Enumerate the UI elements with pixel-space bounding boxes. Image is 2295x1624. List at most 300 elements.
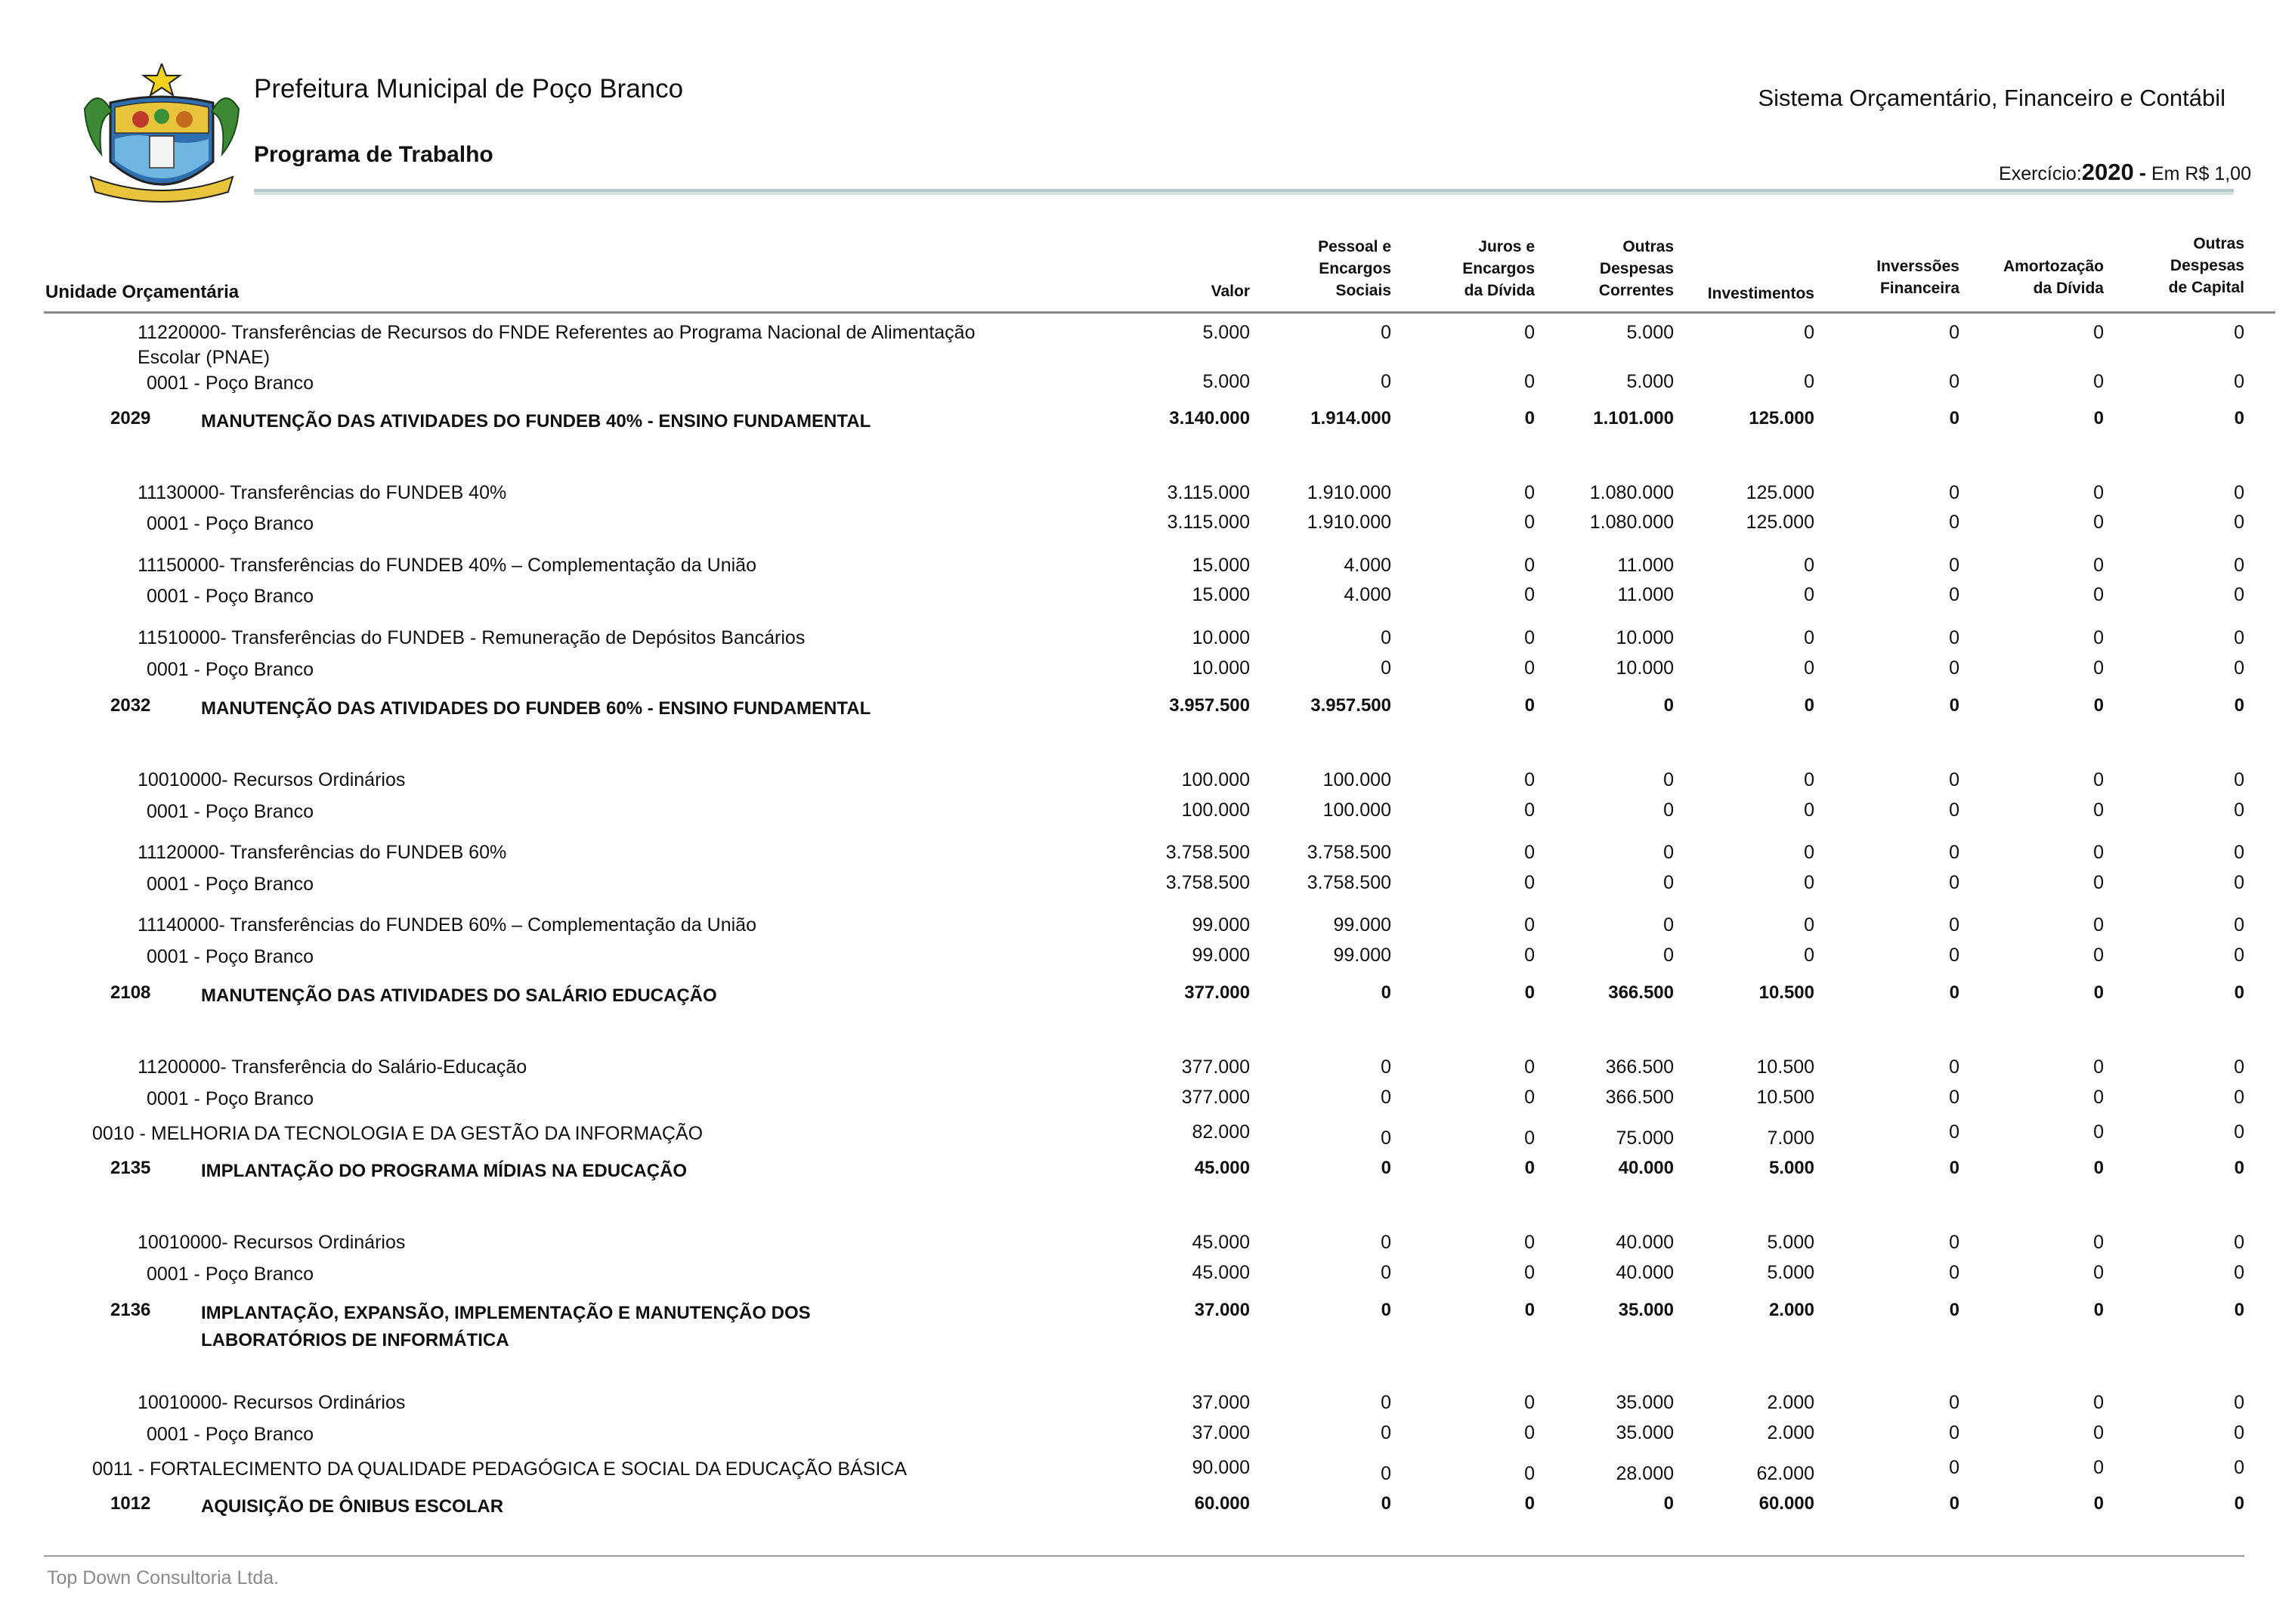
cell-value: 0 (2234, 371, 2244, 392)
cell-value: 100.000 (1322, 769, 1391, 790)
cell-value: 0 (2234, 1392, 2244, 1413)
cell-value: 377.000 (1184, 982, 1250, 1003)
table-row-source (0, 913, 2295, 943)
cell-value: 0 (1524, 914, 1535, 936)
table-row-sub (0, 371, 2295, 401)
cell-value: 0 (2234, 657, 2244, 679)
table-row-action (0, 1493, 2295, 1523)
table-row-sub (0, 1422, 2295, 1452)
cell-value: 0 (1524, 1300, 1535, 1320)
table-row-sub (0, 1262, 2295, 1292)
cell-value: 1.914.000 (1310, 408, 1391, 428)
cell-value: 0 (2093, 371, 2104, 392)
table-row-sub (0, 945, 2295, 975)
table-row-source (0, 1390, 2295, 1421)
footer-company: Top Down Consultoria Ltda. (47, 1567, 280, 1588)
program-title: 0010 - MELHORIA DA TECNOLOGIA E DA GESTÃO DA INFORMAÇÃO (92, 1123, 704, 1144)
cell-value: 0 (1663, 842, 1674, 863)
table-row-program (0, 1457, 2295, 1487)
cell-value: 0 (2234, 1457, 2244, 1478)
cell-value: 0 (2234, 872, 2244, 893)
cell-value: 0 (2234, 1300, 2244, 1320)
cell-value: 0 (1524, 1262, 1535, 1283)
cell-value: 3.957.500 (1169, 695, 1250, 716)
cell-value: 40.000 (1616, 1262, 1674, 1283)
cell-value: 0 (1949, 1493, 1959, 1514)
cell-value: 40.000 (1616, 1232, 1674, 1253)
table-row-action (0, 982, 2295, 1013)
action-code: 2032 (110, 695, 151, 716)
action-code: 2029 (110, 408, 151, 428)
cell-value: 45.000 (1192, 1232, 1250, 1253)
cell-value: 0 (1804, 584, 1814, 605)
cell-value: 0 (2234, 695, 2244, 716)
cell-value: 0 (1804, 371, 1814, 392)
cell-value: 0 (1949, 322, 1959, 343)
cell-value: 10.500 (1758, 982, 1814, 1003)
org-name: Prefeitura Municipal de Poço Branco (254, 74, 684, 104)
cell-value: 0 (1381, 1232, 1391, 1253)
municipal-coat-of-arms-logo (80, 63, 243, 207)
cell-value: 99.000 (1192, 945, 1250, 966)
footer-rule (44, 1555, 2244, 1557)
cell-value: 5.000 (1626, 322, 1674, 343)
cell-value: 0 (1524, 1463, 1535, 1484)
cell-value: 100.000 (1181, 769, 1250, 790)
table-row-source (0, 1230, 2295, 1261)
cell-value: 0 (1804, 657, 1814, 679)
cell-value: 0 (1804, 872, 1814, 893)
action-title: MANUTENÇÃO DAS ATIVIDADES DO SALÁRIO EDUCAÇÃO (201, 985, 717, 1006)
cell-value: 0 (2093, 1493, 2104, 1514)
cell-value: 0 (2234, 914, 2244, 936)
cell-value: 0 (2093, 800, 2104, 821)
cell-value: 3.758.500 (1307, 872, 1391, 893)
table-row-sub (0, 512, 2295, 542)
cell-value: 366.500 (1608, 982, 1674, 1003)
cell-value: 0 (1949, 408, 1959, 428)
cell-value: 0 (1381, 1392, 1391, 1413)
cell-value: 0 (1524, 584, 1535, 605)
cell-value: 0 (1381, 1463, 1391, 1484)
cell-value: 5.000 (1767, 1262, 1814, 1283)
cell-value: 0 (1381, 982, 1391, 1003)
resource-source-title: 11200000- Transferência do Salário-Educação (138, 1056, 527, 1078)
cell-value: 0 (1524, 769, 1535, 790)
cell-value: 75.000 (1616, 1128, 1674, 1149)
cell-value: 1.101.000 (1593, 408, 1674, 428)
column-header-inversoes: Inverssões Financeira (1876, 258, 1959, 297)
cell-value: 0 (1381, 1087, 1391, 1108)
cell-value: 99.000 (1192, 914, 1250, 936)
cell-value: 0 (2093, 1056, 2104, 1078)
cell-value: 0 (1949, 1056, 1959, 1078)
resource-source-title: 10010000- Recursos Ordinários (138, 1392, 406, 1413)
cell-value: 0 (2093, 695, 2104, 716)
cell-value: 0 (2093, 1262, 2104, 1283)
cell-value: 35.000 (1616, 1422, 1674, 1443)
cell-value: 5.000 (1767, 1232, 1814, 1253)
cell-value: 0 (1949, 800, 1959, 821)
cell-value: 0 (1524, 512, 1535, 533)
cell-value: 0 (2093, 872, 2104, 893)
resource-source-title: 10010000- Recursos Ordinários (138, 1232, 406, 1253)
action-title: IMPLANTAÇÃO DO PROGRAMA MÍDIAS NA EDUCAÇÃO (201, 1161, 688, 1181)
unit-title: 0001 - Poço Branco (147, 373, 314, 394)
cell-value: 0 (1381, 322, 1391, 343)
cell-value: 0 (2234, 482, 2244, 503)
cell-value: 0 (1949, 1392, 1959, 1413)
cell-value: 10.000 (1192, 657, 1250, 679)
cell-value: 0 (1949, 982, 1959, 1003)
cell-value: 0 (1949, 482, 1959, 503)
cell-value: 0 (2093, 1158, 2104, 1178)
cell-value: 0 (2093, 408, 2104, 428)
cell-value: 0 (1804, 945, 1814, 966)
cell-value: 10.000 (1616, 657, 1674, 679)
table-row-source (0, 320, 2295, 368)
cell-value: 4.000 (1344, 584, 1391, 605)
action-code: 2135 (110, 1158, 151, 1178)
resource-source-title: 11150000- Transferências do FUNDEB 40% – Complementação da União (138, 555, 756, 576)
unit-title: 0001 - Poço Branco (147, 1088, 314, 1109)
cell-value: 0 (1949, 657, 1959, 679)
cell-value: 0 (1804, 555, 1814, 576)
cell-value: 0 (1663, 914, 1674, 936)
cell-value: 0 (2234, 1158, 2244, 1178)
cell-value: 0 (2234, 408, 2244, 428)
cell-value: 0 (1949, 842, 1959, 863)
cell-value: 45.000 (1192, 1262, 1250, 1283)
cell-value: 0 (2093, 1232, 2104, 1253)
cell-value: 0 (1381, 1262, 1391, 1283)
separator-dash: - (2139, 161, 2147, 184)
cell-value: 0 (1663, 769, 1674, 790)
cell-value: 0 (1663, 872, 1674, 893)
action-title: MANUTENÇÃO DAS ATIVIDADES DO FUNDEB 60% - ENSINO FUNDAMENTAL (201, 698, 871, 719)
cell-value: 60.000 (1194, 1493, 1250, 1514)
cell-value: 0 (1804, 695, 1814, 716)
cell-value: 0 (1949, 1121, 1959, 1143)
cell-value: 3.115.000 (1167, 482, 1250, 503)
cell-value: 0 (1524, 1392, 1535, 1413)
unit-title: 0001 - Poço Branco (147, 1424, 314, 1445)
cell-value: 11.000 (1617, 555, 1674, 576)
action-code: 1012 (110, 1493, 151, 1514)
cell-value: 5.000 (1626, 371, 1674, 392)
table-row-action (0, 1300, 2295, 1350)
cell-value: 0 (2093, 1087, 2104, 1108)
cell-value: 0 (1524, 322, 1535, 343)
cell-value: 0 (2093, 657, 2104, 679)
cell-value: 15.000 (1192, 584, 1250, 605)
cell-value: 0 (1949, 1422, 1959, 1443)
cell-value: 0 (1663, 1493, 1674, 1514)
cell-value: 0 (1949, 1087, 1959, 1108)
currency-label: Em R$ 1,00 (2151, 163, 2251, 184)
action-title: IMPLANTAÇÃO, EXPANSÃO, IMPLEMENTAÇÃO E MANUTENÇÃO DOS LABORATÓRIOS DE INFORMÁTICA (201, 1303, 811, 1350)
cell-value: 3.957.500 (1310, 695, 1391, 716)
cell-value: 3.115.000 (1167, 512, 1250, 533)
cell-value: 10.500 (1756, 1087, 1814, 1108)
cell-value: 0 (1949, 695, 1959, 716)
cell-value: 11.000 (1617, 584, 1674, 605)
cell-value: 5.000 (1768, 1158, 1814, 1178)
cell-value: 0 (1381, 1128, 1391, 1149)
cell-value: 0 (2093, 555, 2104, 576)
cell-value: 0 (1804, 842, 1814, 863)
cell-value: 125.000 (1746, 482, 1814, 503)
cell-value: 0 (1949, 914, 1959, 936)
table-row-source (0, 1055, 2295, 1085)
cell-value: 0 (1663, 800, 1674, 821)
resource-source-title: 11120000- Transferências do FUNDEB 60% (138, 842, 507, 863)
unit-title: 0001 - Poço Branco (147, 946, 314, 967)
cell-value: 0 (1949, 555, 1959, 576)
action-title: MANUTENÇÃO DAS ATIVIDADES DO FUNDEB 40% - ENSINO FUNDAMENTAL (201, 411, 871, 432)
table-row-action (0, 695, 2295, 725)
cell-value: 125.000 (1749, 408, 1814, 428)
cell-value: 0 (2093, 1121, 2104, 1143)
system-name: Sistema Orçamentário, Financeiro e Contábil (1758, 85, 2225, 111)
cell-value: 10.000 (1616, 627, 1674, 648)
table-row-source (0, 626, 2295, 656)
cell-value: 0 (1949, 1457, 1959, 1478)
cell-value: 0 (1381, 1158, 1391, 1178)
cell-value: 0 (1524, 657, 1535, 679)
cell-value: 0 (1524, 1232, 1535, 1253)
cell-value: 0 (1381, 1056, 1391, 1078)
cell-value: 0 (1949, 1158, 1959, 1178)
cell-value: 1.080.000 (1589, 512, 1674, 533)
table-row-action (0, 408, 2295, 438)
cell-value: 0 (1381, 657, 1391, 679)
cell-value: 15.000 (1192, 555, 1250, 576)
cell-value: 3.758.500 (1307, 842, 1391, 863)
cell-value: 1.910.000 (1307, 512, 1391, 533)
cell-value: 0 (1949, 1232, 1959, 1253)
table-row-action (0, 1158, 2295, 1188)
cell-value: 0 (1663, 945, 1674, 966)
cell-value: 90.000 (1192, 1457, 1250, 1478)
program-title: 0011 - FORTALECIMENTO DA QUALIDADE PEDAGÓGICA E SOCIAL DA EDUCAÇÃO BÁSICA (92, 1459, 908, 1480)
cell-value: 0 (1949, 371, 1959, 392)
cell-value: 0 (1949, 584, 1959, 605)
cell-value: 0 (1663, 695, 1674, 716)
cell-value: 37.000 (1194, 1300, 1250, 1320)
column-header-juros: Juros e Encargos da Dívida (1462, 238, 1535, 299)
cell-value: 0 (2093, 842, 2104, 863)
cell-value: 0 (2234, 512, 2244, 533)
cell-value: 0 (2234, 1087, 2244, 1108)
column-header-amortizacao: Amortozação da Dívida (2003, 258, 2104, 297)
unit-title: 0001 - Poço Branco (147, 659, 314, 680)
table-row-source (0, 481, 2295, 511)
cell-value: 0 (2234, 555, 2244, 576)
cell-value: 366.500 (1605, 1056, 1674, 1078)
cell-value: 1.910.000 (1307, 482, 1391, 503)
cell-value: 0 (2234, 945, 2244, 966)
cell-value: 0 (2093, 1457, 2104, 1478)
cell-value: 0 (1524, 371, 1535, 392)
cell-value: 0 (2093, 512, 2104, 533)
table-row-sub (0, 657, 2295, 688)
cell-value: 2.000 (1768, 1300, 1814, 1320)
unit-title: 0001 - Poço Branco (147, 1264, 314, 1285)
cell-value: 0 (1381, 1422, 1391, 1443)
cell-value: 0 (1524, 408, 1535, 428)
cell-value: 82.000 (1192, 1121, 1250, 1143)
unit-title: 0001 - Poço Branco (147, 586, 314, 607)
report-title: Programa de Trabalho (254, 142, 493, 167)
cell-value: 0 (1524, 1158, 1535, 1178)
cell-value: 0 (1524, 482, 1535, 503)
cell-value: 0 (1524, 945, 1535, 966)
cell-value: 3.758.500 (1165, 872, 1250, 893)
cell-value: 35.000 (1618, 1300, 1674, 1320)
table-header-rule (44, 311, 2275, 314)
cell-value: 366.500 (1605, 1087, 1674, 1108)
cell-value: 3.140.000 (1169, 408, 1250, 428)
cell-value: 2.000 (1767, 1422, 1814, 1443)
cell-value: 37.000 (1192, 1392, 1250, 1413)
cell-value: 377.000 (1181, 1087, 1250, 1108)
cell-value: 0 (2234, 1493, 2244, 1514)
cell-value: 0 (2234, 1232, 2244, 1253)
cell-value: 10.500 (1756, 1056, 1814, 1078)
exercise-year: 2020 (2081, 159, 2134, 185)
header-rule (254, 189, 2234, 195)
cell-value: 0 (2093, 914, 2104, 936)
cell-value: 2.000 (1767, 1392, 1814, 1413)
cell-value: 40.000 (1618, 1158, 1674, 1178)
exercise-label: Exercício: (1999, 163, 2082, 184)
cell-value: 28.000 (1616, 1463, 1674, 1484)
cell-value: 10.000 (1192, 627, 1250, 648)
cell-value: 0 (2093, 769, 2104, 790)
cell-value: 0 (1949, 512, 1959, 533)
cell-value: 100.000 (1322, 800, 1391, 821)
resource-source-title: 11130000- Transferências do FUNDEB 40% (138, 482, 507, 503)
cell-value: 0 (1524, 1493, 1535, 1514)
cell-value: 0 (1804, 800, 1814, 821)
cell-value: 0 (2234, 769, 2244, 790)
cell-value: 3.758.500 (1165, 842, 1250, 863)
cell-value: 0 (2234, 1262, 2244, 1283)
cell-value: 0 (2234, 584, 2244, 605)
table-row-sub (0, 800, 2295, 830)
cell-value: 0 (1949, 1300, 1959, 1320)
column-header-unit: Unidade Orçamentária (45, 282, 240, 302)
table-row-source (0, 840, 2295, 871)
cell-value: 60.000 (1758, 1493, 1814, 1514)
action-code: 2136 (110, 1300, 151, 1320)
cell-value: 0 (1949, 769, 1959, 790)
table-row-sub (0, 872, 2295, 902)
cell-value: 0 (1949, 945, 1959, 966)
table-row-sub (0, 1087, 2295, 1117)
cell-value: 0 (1524, 800, 1535, 821)
table-row-sub (0, 584, 2295, 614)
cell-value: 0 (2234, 982, 2244, 1003)
cell-value: 0 (2234, 1121, 2244, 1143)
cell-value: 0 (2234, 1056, 2244, 1078)
cell-value: 0 (1524, 555, 1535, 576)
cell-value: 5.000 (1202, 371, 1250, 392)
cell-value: 0 (1524, 627, 1535, 648)
cell-value: 100.000 (1181, 800, 1250, 821)
cell-value: 0 (1381, 1493, 1391, 1514)
cell-value: 0 (2234, 800, 2244, 821)
cell-value: 0 (1524, 842, 1535, 863)
unit-title: 0001 - Poço Branco (147, 513, 314, 534)
cell-value: 99.000 (1333, 914, 1391, 936)
cell-value: 0 (2093, 1422, 2104, 1443)
cell-value: 0 (1524, 1056, 1535, 1078)
cell-value: 0 (1949, 627, 1959, 648)
cell-value: 0 (1381, 1300, 1391, 1320)
action-title: AQUISIÇÃO DE ÔNIBUS ESCOLAR (201, 1496, 504, 1517)
resource-source-title: 11510000- Transferências do FUNDEB - Remuneração de Depósitos Bancários (138, 627, 806, 648)
cell-value: 99.000 (1333, 945, 1391, 966)
cell-value: 0 (1524, 1422, 1535, 1443)
cell-value: 0 (2093, 627, 2104, 648)
cell-value: 0 (2093, 584, 2104, 605)
cell-value: 0 (1524, 1128, 1535, 1149)
cell-value: 0 (1524, 982, 1535, 1003)
column-header-investimentos: Investimentos (1707, 285, 1814, 302)
cell-value: 45.000 (1194, 1158, 1250, 1178)
cell-value: 0 (2093, 322, 2104, 343)
cell-value: 0 (1524, 695, 1535, 716)
column-header-outras-capital: Outras Despesas de Capital (2168, 235, 2244, 296)
cell-value: 1.080.000 (1589, 482, 1674, 503)
cell-value: 4.000 (1344, 555, 1391, 576)
cell-value: 0 (2093, 945, 2104, 966)
cell-value: 0 (2093, 1392, 2104, 1413)
cell-value: 377.000 (1181, 1056, 1250, 1078)
column-header-outras-correntes: Outras Despesas Correntes (1598, 238, 1674, 299)
resource-source-title: 11220000- Transferências de Recursos do FNDE Referentes ao Programa Nacional de Alimentação Escolar (PNAE) (138, 322, 976, 368)
cell-value: 35.000 (1616, 1392, 1674, 1413)
cell-value: 0 (1804, 322, 1814, 343)
unit-title: 0001 - Poço Branco (147, 874, 314, 895)
exercise-info (1999, 159, 2251, 186)
cell-value: 0 (1381, 371, 1391, 392)
cell-value: 0 (1804, 914, 1814, 936)
cell-value: 62.000 (1756, 1463, 1814, 1484)
cell-value: 0 (1804, 769, 1814, 790)
cell-value: 0 (2234, 842, 2244, 863)
cell-value: 0 (1524, 1087, 1535, 1108)
cell-value: 7.000 (1767, 1128, 1814, 1149)
cell-value: 0 (2234, 322, 2244, 343)
cell-value: 125.000 (1746, 512, 1814, 533)
cell-value: 0 (1524, 872, 1535, 893)
resource-source-title: 10010000- Recursos Ordinários (138, 769, 406, 790)
column-header-valor: Valor (1211, 283, 1250, 300)
cell-value: 0 (2234, 627, 2244, 648)
cell-value: 0 (1804, 627, 1814, 648)
cell-value: 37.000 (1192, 1422, 1250, 1443)
unit-title: 0001 - Poço Branco (147, 801, 314, 822)
cell-value: 0 (2093, 1300, 2104, 1320)
cell-value: 5.000 (1202, 322, 1250, 343)
cell-value: 0 (2093, 482, 2104, 503)
table-row-program (0, 1121, 2295, 1152)
resource-source-title: 11140000- Transferências do FUNDEB 60% – Complementação da União (138, 914, 756, 936)
cell-value: 0 (2093, 982, 2104, 1003)
